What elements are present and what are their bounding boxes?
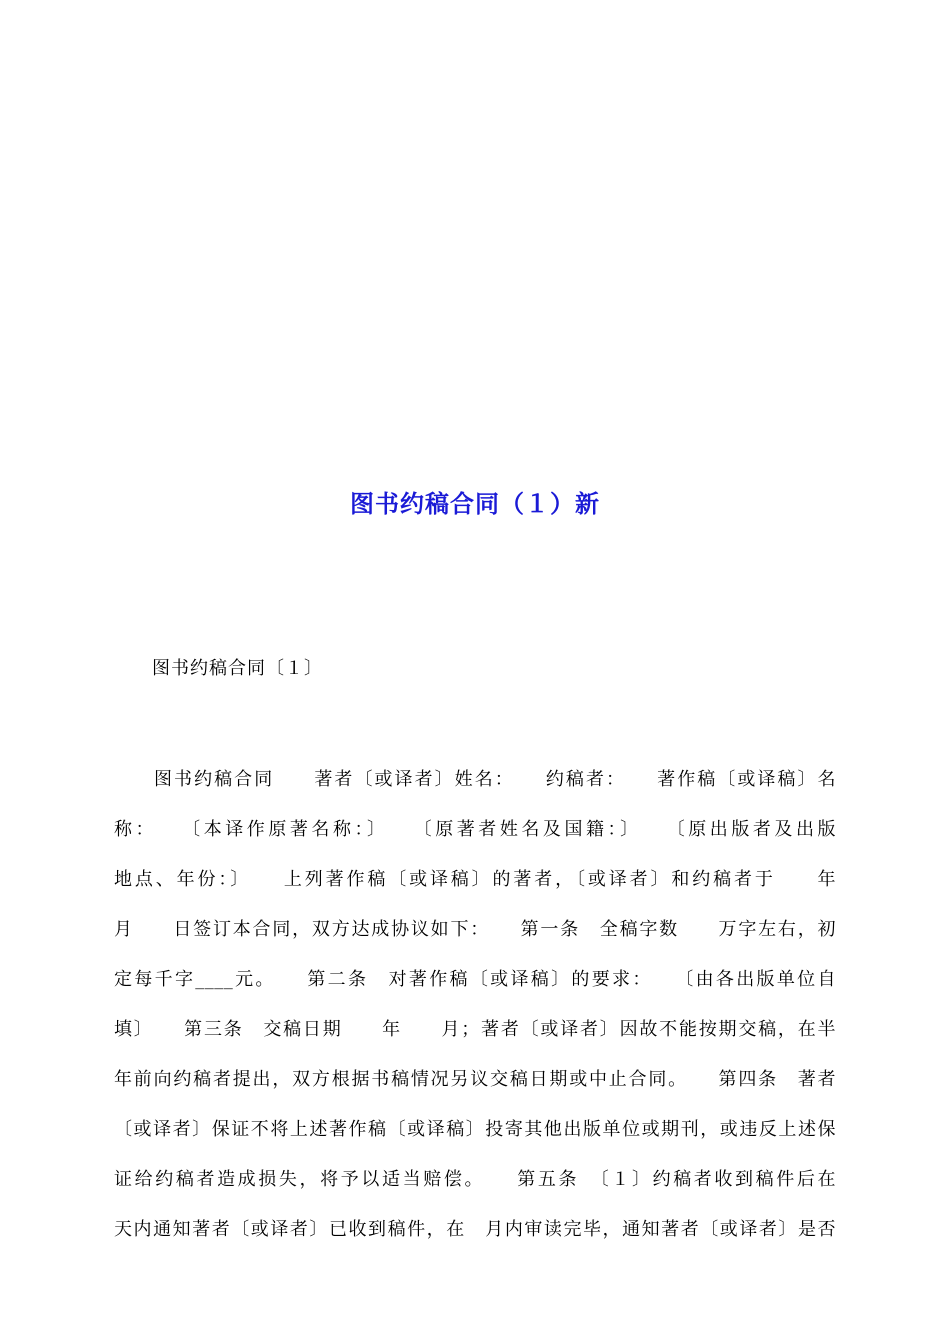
body-line: 图书约稿合同 著者〔或译者〕姓名： 约稿者： 著作稿〔或译稿〕名 — [154, 769, 836, 790]
body-line: 天内通知著者〔或译者〕已收到稿件，在 月内审读完毕，通知著者〔或译者〕是否 — [114, 1219, 836, 1240]
body-line: 填〕 第三条 交稿日期 年 月；著者〔或译者〕因故不能按期交稿，在半 — [114, 1019, 836, 1040]
body-line: 证给约稿者造成损失，将予以适当赔偿。 第五条 〔１〕约稿者收到稿件后在 — [114, 1169, 836, 1190]
contract-subheading: 图书约稿合同〔１〕 — [152, 658, 323, 679]
body-line: 年前向约稿者提出，双方根据书稿情况另议交稿日期或中止合同。 第四条 著者 — [114, 1069, 836, 1090]
contract-body — [114, 755, 836, 1255]
document-title: 图书约稿合同（１）新 — [350, 490, 600, 518]
body-line: 定每千字____元。 第二条 对著作稿〔或译稿〕的要求： 〔由各出版单位自 — [114, 969, 836, 990]
body-line: 地点、年份：〕 上列著作稿〔或译稿〕的著者，〔或译者〕和约稿者于 年 — [114, 869, 836, 890]
body-line: 月 日签订本合同，双方达成协议如下： 第一条 全稿字数 万字左右，初 — [114, 919, 836, 940]
body-line: 〔或译者〕保证不将上述著作稿〔或译稿〕投寄其他出版单位或期刊，或违反上述保 — [114, 1119, 836, 1140]
body-line: 称： 〔本译作原著名称：〕 〔原著者姓名及国籍：〕 〔原出版者及出版 — [114, 819, 836, 840]
